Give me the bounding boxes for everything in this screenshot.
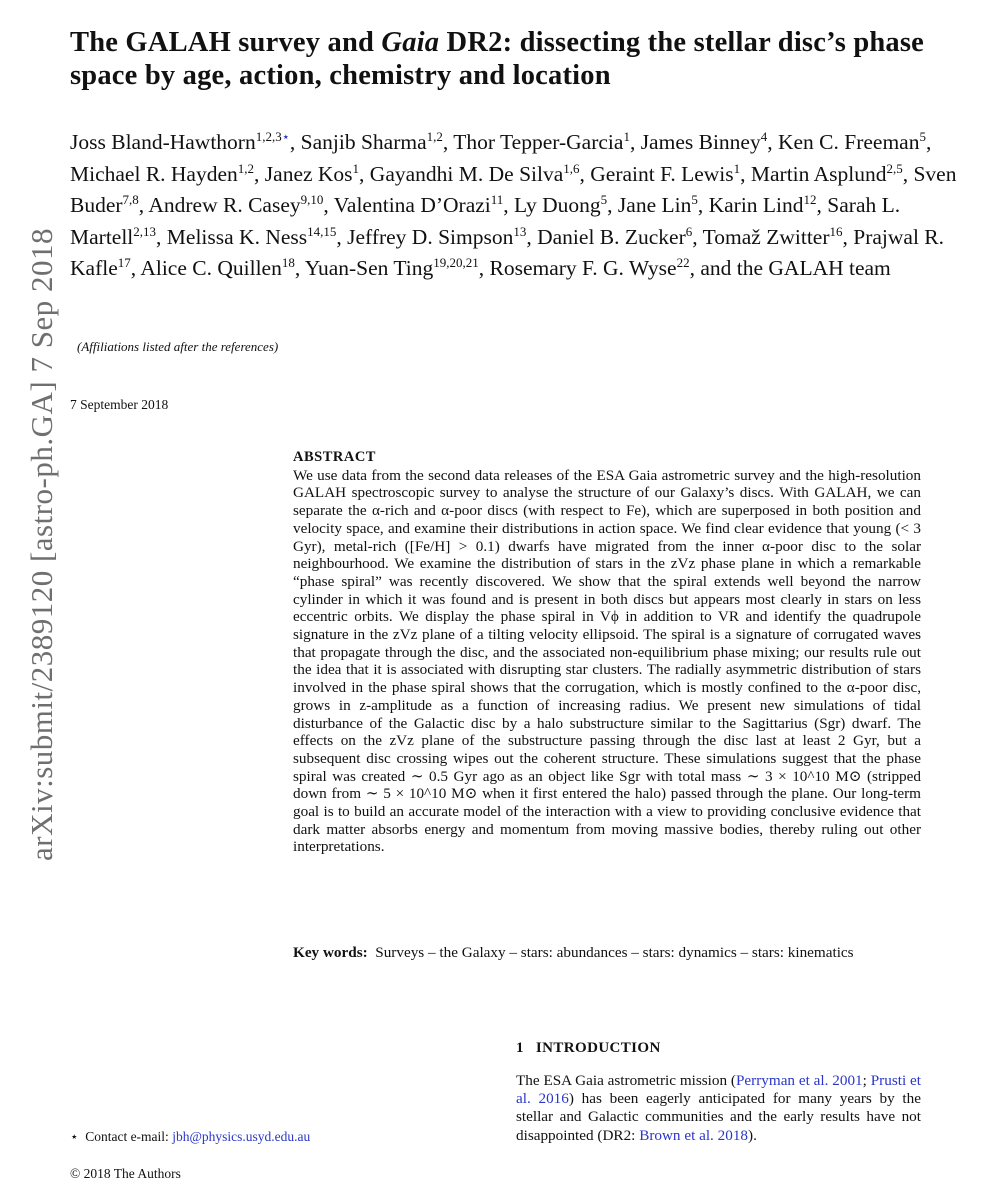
author-entry <box>641 130 768 154</box>
author-entry <box>590 162 740 186</box>
contact-footnote <box>70 1129 310 1145</box>
author-entry <box>334 193 504 217</box>
citation-link[interactable]: Brown et al. 2018 <box>639 1126 749 1144</box>
publication-date: 7 September 2018 <box>70 397 169 412</box>
abstract-block <box>293 449 921 856</box>
author-affiliation-numbers: 1 <box>733 160 741 176</box>
author-entry <box>778 130 926 154</box>
author-name: Ken C. Freeman <box>777 130 920 154</box>
author-affiliation-numbers: 13 <box>513 223 527 239</box>
author-affiliation-numbers: 17 <box>117 254 131 270</box>
title-gaia-italic: Gaia <box>381 27 440 58</box>
keywords-text: Surveys – the Galaxy – stars: abundances – stars: dynamics – stars: kinematics <box>375 944 854 961</box>
author-entry <box>305 256 479 280</box>
author-affiliation-numbers: 1,2 <box>237 160 255 176</box>
abstract-text: We use data from the second data releases of the ESA Gaia astrometric survey and the high-resolution GALAH spectroscopic survey to analyse the structure of our Galaxy’s discs. With GALAH, we can separate the α-rich and α-poor discs (with respect to Fe), which are superposed in both position and velocity space, and examine their distributions in action space. We find clear evidence that young (< 3 Gyr), metal-rich ([Fe/H] > 0.1) dwarfs have migrated from the inner α-poor disc to the solar neighbourhood. We examine the distribution of stars in the zVz phase plane in which a remarkable “phase spiral” was recently discovered. We show that the spiral extends well beyond the narrow cylinder in which it was found and is present in both discs but appears most clearly in stars on less eccentric orbits. We display the phase spiral in Vϕ in addition to VR and identify the quadrupole signature in the zVz plane of a tilting velocity ellipsoid. The spiral is a signature of corrugated waves that propagate through the disc, and the associated non-equilibrium phase mixing; our results rule out the idea that it is associated with disrupting star clusters. The radially asymmetric distribution of stars involved in the phase spiral shows that the corrugation, which is mostly confined to the α-poor disc, grows in z-amplitude as a function of increasing radius. We present new simulations of tidal disturbance of the Galactic disc by a halo substructure similar to the Sagittarius (Sgr) dwarf. The effects on the zVz plane of the substructure passing through the disc last at least 2 Gyr, but a subsequent disc crossing wipes out the coherent structure. These simulations suggest that the phase spiral was created ∼ 0.5 Gyr ago as an object like Sgr with total mass ∼ 3 × 10^10 M⊙ (stripped down from ∼ 5 × 10^10 M⊙ when it first entered the halo) passed through the plane. Our long-term goal is to build an accurate model of the interaction with a view to providing conclusive evidence that dark matter absorbs energy and momentum from moving massive bodies, thereby ruling out other interpretations. <box>293 466 921 856</box>
author-affiliation-numbers: 18 <box>281 254 295 270</box>
author-name: Melissa K. Ness <box>166 224 308 249</box>
footnote-star-icon: ⋆ <box>70 1129 79 1144</box>
author-entry <box>148 193 323 217</box>
author-name: Martin Asplund <box>750 161 887 186</box>
author-entry <box>347 225 526 249</box>
citation-link[interactable]: Prusti et al. 2016 <box>516 1072 921 1108</box>
paper-title <box>70 26 940 92</box>
author-entry <box>370 162 580 186</box>
author-name: Rosemary F. G. Wyse <box>489 256 677 280</box>
author-entry <box>618 193 698 217</box>
author-entry <box>70 130 290 154</box>
author-name: Yuan-Sen Ting <box>304 256 434 280</box>
author-entry <box>537 225 692 249</box>
author-name: Andrew R. Casey <box>148 193 301 217</box>
section-title: INTRODUCTION <box>535 1040 661 1056</box>
arxiv-identifier-stamp: arXiv:submit/2389120 [astro-ph.GA] 7 Sep 2018 <box>24 228 59 861</box>
author-affiliation-numbers: 1,6 <box>563 160 580 176</box>
author-affiliation-numbers: 4 <box>760 128 768 144</box>
footnote-label: Contact e-mail: <box>85 1129 169 1144</box>
author-name: Prajwal R. Kafle <box>70 224 945 280</box>
author-affiliation-numbers: 6 <box>685 223 693 239</box>
author-affiliation-numbers: 5 <box>919 128 926 144</box>
author-entry <box>703 225 843 249</box>
author-name: Karin Lind <box>708 193 804 217</box>
affiliations-note: (Affiliations listed after the references) <box>77 339 279 354</box>
author-affiliation-numbers: 16 <box>829 223 843 239</box>
title-part-1: The GALAH survey and <box>70 27 382 58</box>
author-name: Joss Bland-Hawthorn <box>70 130 256 154</box>
author-name: James Binney <box>640 130 761 154</box>
author-affiliation-numbers: 1 <box>352 160 360 176</box>
author-name: Jane Lin <box>617 193 692 217</box>
citation-link[interactable]: Perryman et al. 2001 <box>735 1072 863 1089</box>
author-name: Jeffrey D. Simpson <box>347 224 514 249</box>
author-name: Sarah L. Martell <box>70 193 901 249</box>
author-name: Ly Duong <box>514 193 601 217</box>
author-entry <box>167 225 337 249</box>
author-entry <box>453 130 630 154</box>
author-affiliation-numbers: 14,15 <box>307 223 337 239</box>
author-name: Gayandhi M. De Silva <box>369 161 564 186</box>
author-affiliation-numbers: 2,13 <box>133 223 157 239</box>
section-heading-introduction <box>516 1040 661 1057</box>
intro-text-segment: The ESA Gaia astrometric mission ( <box>516 1072 736 1089</box>
author-entry <box>265 162 359 186</box>
author-affiliation-numbers: 19,20,21 <box>433 254 479 270</box>
abstract-heading: ABSTRACT <box>293 449 376 465</box>
author-affiliation-numbers: 5 <box>600 191 608 207</box>
author-name: Thor Tepper-Garcia <box>453 130 624 154</box>
author-affiliation-numbers: 7,8 <box>122 191 139 207</box>
author-list: Joss Bland-Hawthorn$^{1,2,3⋆}$, Sanjib Sharma$^{1,2}$, Thor Tepper-Garcia$^1$, James Binney$^4$, Ken C. Freeman$^5$, Michael R. Hayden$^{1,2}$, Janez Kos$^1$, Gayandhi M. De Silva$^{1,6}$, Geraint F. Lewis$^1$, Martin Asplund$^{2,5}$, Sven Buder$^{7,8}$, Andrew R. Casey$^{9,10}$, Valentina D’Orazi$^{11}$, Ly Duong$^5$, Jane Lin$^5$, Karin Lind$^{12}$, Sarah L. Martell$^{2,13}$, Melissa K. Ness$^{14,15}$, Jeffrey D. Simpson$^{13}$, Daniel B. Zucker$^6$, Tomaž Zwitter$^{16}$, Prajwal R. Kafle$^{17}$, Alice C. Quillen$^{18}$, Yuan-Sen Ting$^{19,20,21}$, Rosemary F. G. Wyse$^{22}$, and the GALAH team <box>70 128 957 280</box>
author-name: Tomaž Zwitter <box>702 224 830 249</box>
author-affiliation-numbers: 1 <box>623 128 630 144</box>
author-team: and the GALAH team <box>700 256 891 280</box>
author-name: Alice C. Quillen <box>140 256 282 280</box>
author-affiliation-numbers: 22 <box>676 254 690 270</box>
author-entry <box>70 162 254 186</box>
corresponding-author-star-icon[interactable]: ⋆ <box>281 128 290 144</box>
contact-email-link[interactable]: jbh@physics.usyd.edu.au <box>172 1129 311 1144</box>
author-affiliation-numbers: 11 <box>490 191 504 207</box>
author-affiliation-numbers: 5 <box>691 191 698 207</box>
author-name: Daniel B. Zucker <box>537 224 686 249</box>
author-name: Geraint F. Lewis <box>590 161 734 186</box>
copyright-notice: © 2018 The Authors <box>70 1166 181 1181</box>
author-affiliation-numbers: 12 <box>803 191 817 207</box>
author-affiliation-numbers: 1,2,3⋆ <box>255 128 290 144</box>
author-name: Janez Kos <box>264 161 353 186</box>
author-affiliation-numbers: 2,5 <box>886 160 903 176</box>
author-affiliation-numbers: 9,10 <box>300 191 324 207</box>
section-number: 1 <box>516 1040 524 1056</box>
author-name: Michael R. Hayden <box>70 161 238 186</box>
author-name: Valentina D’Orazi <box>333 193 491 217</box>
author-name: Sanjib Sharma <box>300 130 427 154</box>
author-affiliation-numbers: 1,2 <box>426 128 443 144</box>
introduction-paragraph <box>516 1072 921 1145</box>
author-entry <box>709 193 817 217</box>
author-name: Sven Buder <box>70 161 957 217</box>
intro-text-segment: ; <box>862 1072 871 1089</box>
author-entry <box>514 193 607 217</box>
keywords-label: Key words: <box>293 944 368 961</box>
author-entry <box>140 256 295 280</box>
title-part-2: DR2: dissecting the stellar disc’s phase space by age, action, chemistry and location <box>70 27 925 91</box>
keywords-block <box>293 944 921 962</box>
author-entry <box>751 162 903 186</box>
intro-text-segment: ). <box>748 1126 757 1144</box>
author-entry <box>301 130 443 154</box>
intro-text-segment: ) has been eagerly anticipated for many years by the stellar and Galactic communities and the early results have not disappointed (DR2: <box>516 1090 921 1144</box>
author-entry <box>489 256 689 280</box>
